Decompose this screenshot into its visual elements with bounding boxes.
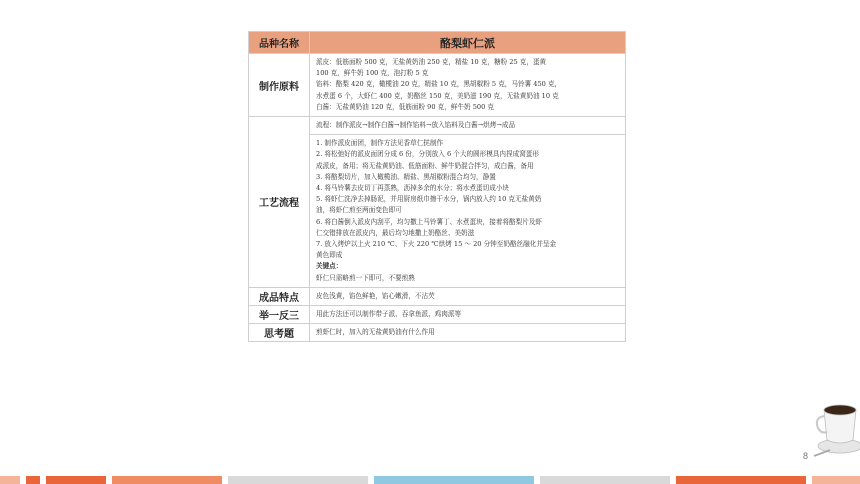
- extension-label: 举一反三: [249, 306, 310, 324]
- step-line: 黄色即成: [316, 251, 343, 260]
- steps-content: [310, 135, 626, 288]
- ingredients-line: 馅料：酪梨 420 克，橄榄油 20 克，精盐 10 克，黑胡椒粉 5 克，马铃薯 450 克，: [316, 80, 562, 89]
- features-text: 皮色浅黄，馅色鲜艳，馅心嫩滑，不沾芡: [310, 287, 626, 305]
- bar-segment: [812, 476, 860, 484]
- question-label: 思考题: [249, 324, 310, 342]
- bar-segment: [676, 476, 806, 484]
- bar-segment: [112, 476, 222, 484]
- header-title: 酪梨虾仁派: [310, 32, 626, 54]
- step-line: 成派皮，备用；将无盐黄奶油、低筋面粉、鲜牛奶混合拌匀，成白酱，备用: [316, 161, 534, 170]
- step-line: 6. 将白酱倒入派皮内刮平，均匀撒上马铃薯丁、水煮蛋块，接着将酪梨片及虾: [316, 217, 542, 226]
- table-header-row: [249, 32, 626, 54]
- bar-segment: [540, 476, 670, 484]
- extension-text: 用此方法还可以制作带子派、吞拿鱼派、鸡肉派等: [310, 306, 626, 324]
- step-line: 4. 将马铃薯去皮切丁再蒸熟，沥掉多余的水分；将水煮蛋切成小块: [316, 184, 510, 193]
- key-point-label: 关键点：: [316, 262, 343, 271]
- recipe-table: [248, 31, 626, 342]
- bar-segment: [228, 476, 368, 484]
- step-line: 仁交错排放在派皮内，最后均匀地撒上奶酪丝、美奶滋: [316, 228, 475, 237]
- step-line: 油，将虾仁煎至两面变色即可: [316, 206, 402, 215]
- flow-text: 流程：制作派皮→制作白酱→制作馅料→放入馅料及白酱→烘烤→成品: [310, 117, 626, 135]
- ingredients-row: [249, 54, 626, 117]
- bar-segment: [374, 476, 534, 484]
- ingredients-label: 制作原料: [249, 54, 310, 117]
- ingredients-line: 100 克，鲜牛奶 100 克，泡打粉 5 克: [316, 69, 429, 78]
- step-line: 5. 将虾仁洗净去掉肠泥，并用厨房纸巾擦干水分，锅内放入约 10 克无盐黄奶: [316, 195, 542, 204]
- step-line: 1. 制作派皮面团，制作方法见香草仁挞制作: [316, 139, 444, 148]
- step-line: 3. 将酪梨切片，加入橄榄油、精盐、黑胡椒粉混合均匀，静置: [316, 172, 496, 181]
- step-line: 7. 放入烤炉以上火 210 ℃、下火 220 ℃烘烤 15 ～ 20 分钟至奶酪丝融化并呈金: [316, 240, 557, 249]
- extension-row: [249, 306, 626, 324]
- key-point-text: 虾仁只需略煎一下即可，不要煎熟: [316, 273, 415, 282]
- bar-segment: [0, 476, 20, 484]
- ingredients-line: 派皮：低筋面粉 500 克，无盐黄奶油 250 克，精盐 10 克，糖粉 25 克，蛋黄: [316, 58, 547, 66]
- header-label: 品种名称: [249, 32, 310, 54]
- bar-segment: [46, 476, 106, 484]
- ingredients-line: 水煮蛋 6 个，大虾仁 400 克，奶酪丝 150 克，美奶滋 190 克，无盐黄奶油 10 克: [316, 91, 559, 100]
- flow-row: [249, 117, 626, 135]
- features-row: [249, 287, 626, 305]
- process-label: 工艺流程: [249, 117, 310, 288]
- features-label: 成品特点: [249, 287, 310, 305]
- ingredients-line: 白酱：无盐黄奶油 120 克，低筋面粉 90 克，鲜牛奶 500 克: [316, 102, 495, 111]
- question-text: 煎虾仁时，加入的无盐黄奶油有什么作用: [310, 324, 626, 342]
- bar-segment: [26, 476, 40, 484]
- page-number: 8: [803, 451, 809, 461]
- step-line: 2. 将松弛好的派皮面团分成 6 份，分别放入 6 个大的圆形模具内捏成窝蛋形: [316, 150, 539, 159]
- coffee-cup-icon: [810, 388, 860, 458]
- ingredients-content: [310, 54, 626, 117]
- question-row: [249, 324, 626, 342]
- decorative-bottom-bar: [0, 476, 860, 484]
